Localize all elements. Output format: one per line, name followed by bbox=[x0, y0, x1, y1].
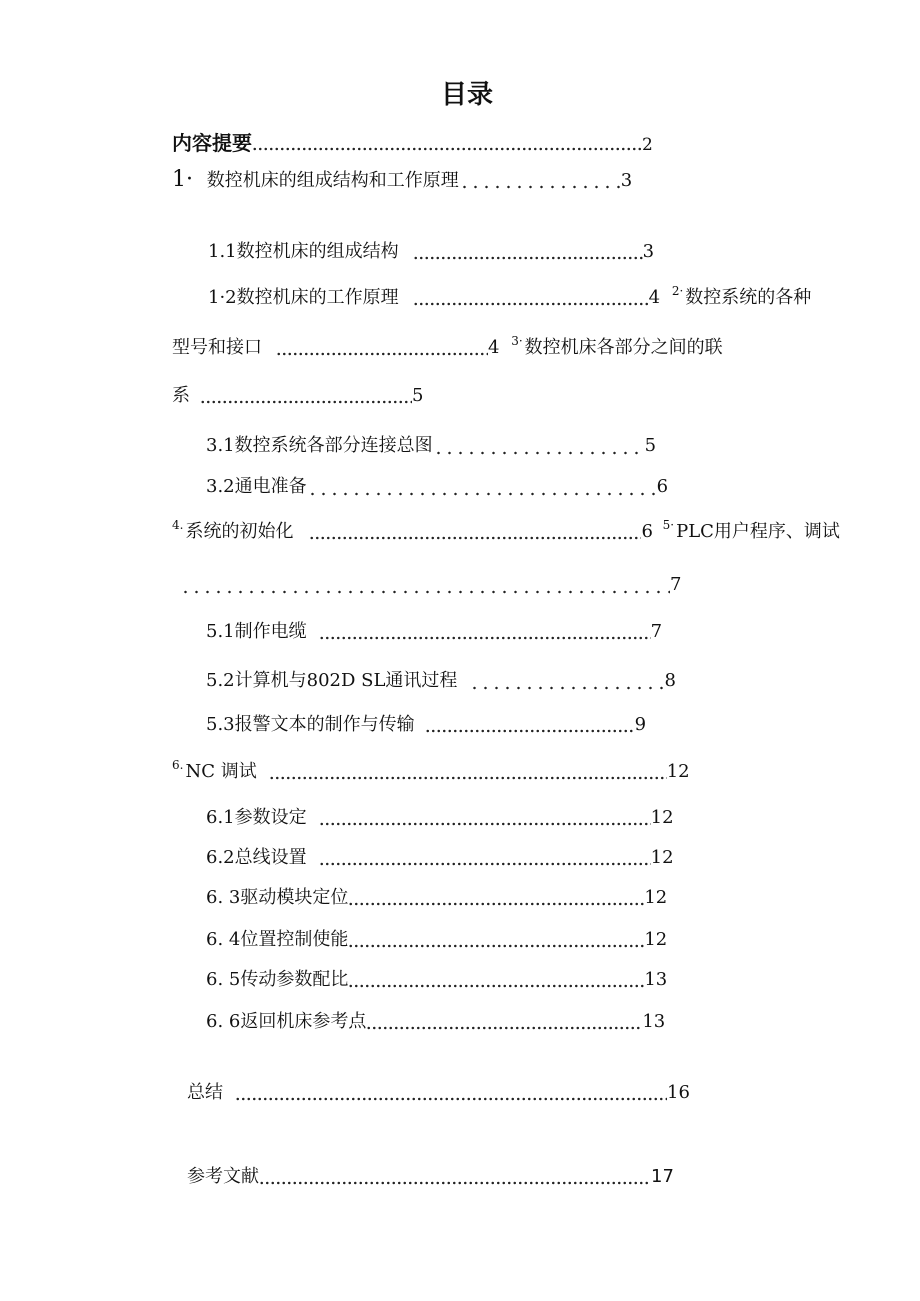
page-number: 6 bbox=[656, 476, 669, 497]
entry-label: PLC用户程序、调试 bbox=[676, 521, 840, 542]
page-number: 7 bbox=[670, 574, 682, 595]
page-number: 5 bbox=[644, 435, 657, 456]
toc-entry-3-1[interactable] bbox=[206, 434, 656, 458]
page-number: 12 bbox=[666, 761, 690, 782]
dot-leader bbox=[413, 286, 649, 310]
entry-label: 数控系统的各种 bbox=[685, 287, 812, 308]
entry-label: 报警文本的制作与传输 bbox=[234, 714, 415, 735]
toc-entry-6-1[interactable] bbox=[206, 806, 674, 830]
page-number: 12 bbox=[650, 807, 674, 828]
entry-number: 2· bbox=[671, 284, 684, 298]
toc-entry-6[interactable] bbox=[172, 760, 690, 784]
dot-leader bbox=[180, 573, 670, 597]
dot-leader bbox=[413, 240, 643, 264]
entry-label: 型号和接口 bbox=[172, 337, 262, 358]
entry-number: 6. 5 bbox=[206, 969, 241, 990]
dot-leader bbox=[425, 713, 635, 737]
page-number: 17 bbox=[651, 1166, 674, 1187]
dot-leader bbox=[269, 760, 667, 784]
entry-label: 数控机床各部分之间的联 bbox=[524, 337, 723, 358]
dot-leader bbox=[459, 168, 621, 192]
page-number: 6 bbox=[641, 521, 653, 542]
entry-label: 通电准备 bbox=[234, 476, 307, 497]
entry-number: 1·2 bbox=[208, 287, 237, 308]
dot-leader bbox=[319, 620, 651, 644]
toc-entry-1-2[interactable] bbox=[208, 286, 811, 310]
page-number: 9 bbox=[634, 714, 647, 735]
dot-leader bbox=[276, 336, 488, 360]
page-number: 13 bbox=[644, 969, 668, 990]
page-number: 12 bbox=[644, 887, 668, 908]
entry-number: 6.1 bbox=[206, 807, 235, 828]
entry-number: 1· bbox=[172, 167, 193, 192]
dot-leader bbox=[309, 520, 641, 544]
toc-entry-3-2[interactable] bbox=[206, 475, 668, 499]
entry-label: 总结 bbox=[187, 1082, 223, 1103]
entry-number: 6. 6 bbox=[206, 1011, 241, 1032]
toc-entry-6-4[interactable] bbox=[206, 928, 667, 952]
page-number: 7 bbox=[650, 621, 663, 642]
entry-number: 6. bbox=[172, 758, 184, 772]
dot-leader bbox=[469, 669, 664, 693]
toc-entry-5-3[interactable] bbox=[206, 713, 646, 737]
toc-entry-2[interactable] bbox=[172, 336, 723, 360]
entry-label: 传动参数配比 bbox=[240, 969, 349, 990]
entry-number: 6. 3 bbox=[206, 887, 241, 908]
page-number: 4 bbox=[488, 337, 500, 358]
entry-number: 5.2 bbox=[206, 670, 235, 691]
dot-leader bbox=[433, 434, 645, 458]
dot-leader bbox=[307, 475, 657, 499]
entry-label: 内容提要 bbox=[172, 131, 252, 155]
entry-label: 参数设定 bbox=[234, 807, 307, 828]
page-number: 8 bbox=[664, 670, 676, 691]
entry-label: 返回机床参考点 bbox=[240, 1011, 367, 1032]
dot-leader bbox=[348, 928, 644, 952]
entry-label: 系 bbox=[172, 385, 190, 406]
toc-entry-5[interactable] bbox=[180, 573, 681, 597]
entry-label: 计算机与802D SL通讯过程 bbox=[234, 670, 458, 691]
toc-entry-references[interactable] bbox=[187, 1165, 674, 1189]
entry-label: NC 调试 bbox=[185, 761, 257, 782]
dot-leader bbox=[235, 1081, 667, 1105]
entry-label: 系统的初始化 bbox=[185, 521, 294, 542]
dot-leader bbox=[366, 1010, 642, 1034]
toc-entry-5-1[interactable] bbox=[206, 620, 662, 644]
page-number: 13 bbox=[642, 1011, 666, 1032]
entry-number: 6. 4 bbox=[206, 929, 241, 950]
entry-number: 3.2 bbox=[206, 476, 235, 497]
entry-label: 位置控制使能 bbox=[240, 929, 349, 950]
page-number: 2 bbox=[642, 135, 653, 155]
entry-label: 数控系统各部分连接总图 bbox=[234, 435, 433, 456]
toc-entry-summary[interactable] bbox=[172, 131, 653, 155]
page-number: 12 bbox=[650, 847, 674, 868]
entry-label: 总线设置 bbox=[234, 847, 307, 868]
entry-label: 制作电缆 bbox=[234, 621, 307, 642]
dot-leader bbox=[319, 806, 651, 830]
entry-number: 1.1 bbox=[208, 241, 237, 262]
page-number: 5 bbox=[412, 385, 424, 406]
page-number: 16 bbox=[667, 1082, 690, 1103]
page-number: 3 bbox=[642, 241, 655, 262]
toc-entry-4[interactable] bbox=[172, 520, 840, 544]
toc-entry-6-2[interactable] bbox=[206, 846, 674, 870]
entry-number: 4. bbox=[172, 518, 184, 532]
toc-entry-1[interactable] bbox=[172, 168, 632, 192]
toc-entry-1-1[interactable] bbox=[208, 240, 654, 264]
entry-number: 3· bbox=[511, 334, 523, 348]
entry-label: 数控机床的组成结构和工作原理 bbox=[206, 170, 459, 191]
toc-entry-6-5[interactable] bbox=[206, 968, 667, 992]
page-number: 12 bbox=[644, 929, 668, 950]
page-number: 3 bbox=[620, 170, 633, 191]
entry-number: 6.2 bbox=[206, 847, 235, 868]
toc-entry-3[interactable] bbox=[172, 384, 423, 408]
entry-label: 驱动模块定位 bbox=[240, 887, 349, 908]
dot-leader bbox=[348, 886, 644, 910]
entry-label: 数控机床的组成结构 bbox=[236, 241, 399, 262]
entry-number: 3.1 bbox=[206, 435, 235, 456]
dot-leader bbox=[259, 1165, 651, 1189]
entry-label: 参考文献 bbox=[187, 1166, 259, 1187]
entry-number: 5.3 bbox=[206, 714, 235, 735]
entry-number: 5· bbox=[662, 518, 675, 532]
toc-entry-5-2[interactable] bbox=[206, 669, 676, 693]
page-title: 目录 bbox=[440, 80, 493, 110]
toc-entry-6-3[interactable] bbox=[206, 886, 667, 910]
toc-entry-conclusion[interactable] bbox=[187, 1081, 690, 1105]
toc-entry-6-6[interactable] bbox=[206, 1010, 665, 1034]
dot-leader bbox=[348, 968, 644, 992]
dot-leader bbox=[319, 846, 651, 870]
dot-leader bbox=[252, 131, 642, 155]
entry-label: 数控机床的工作原理 bbox=[236, 287, 399, 308]
dot-leader bbox=[200, 384, 412, 408]
page-number: 4 bbox=[648, 287, 661, 308]
entry-number: 5.1 bbox=[206, 621, 235, 642]
